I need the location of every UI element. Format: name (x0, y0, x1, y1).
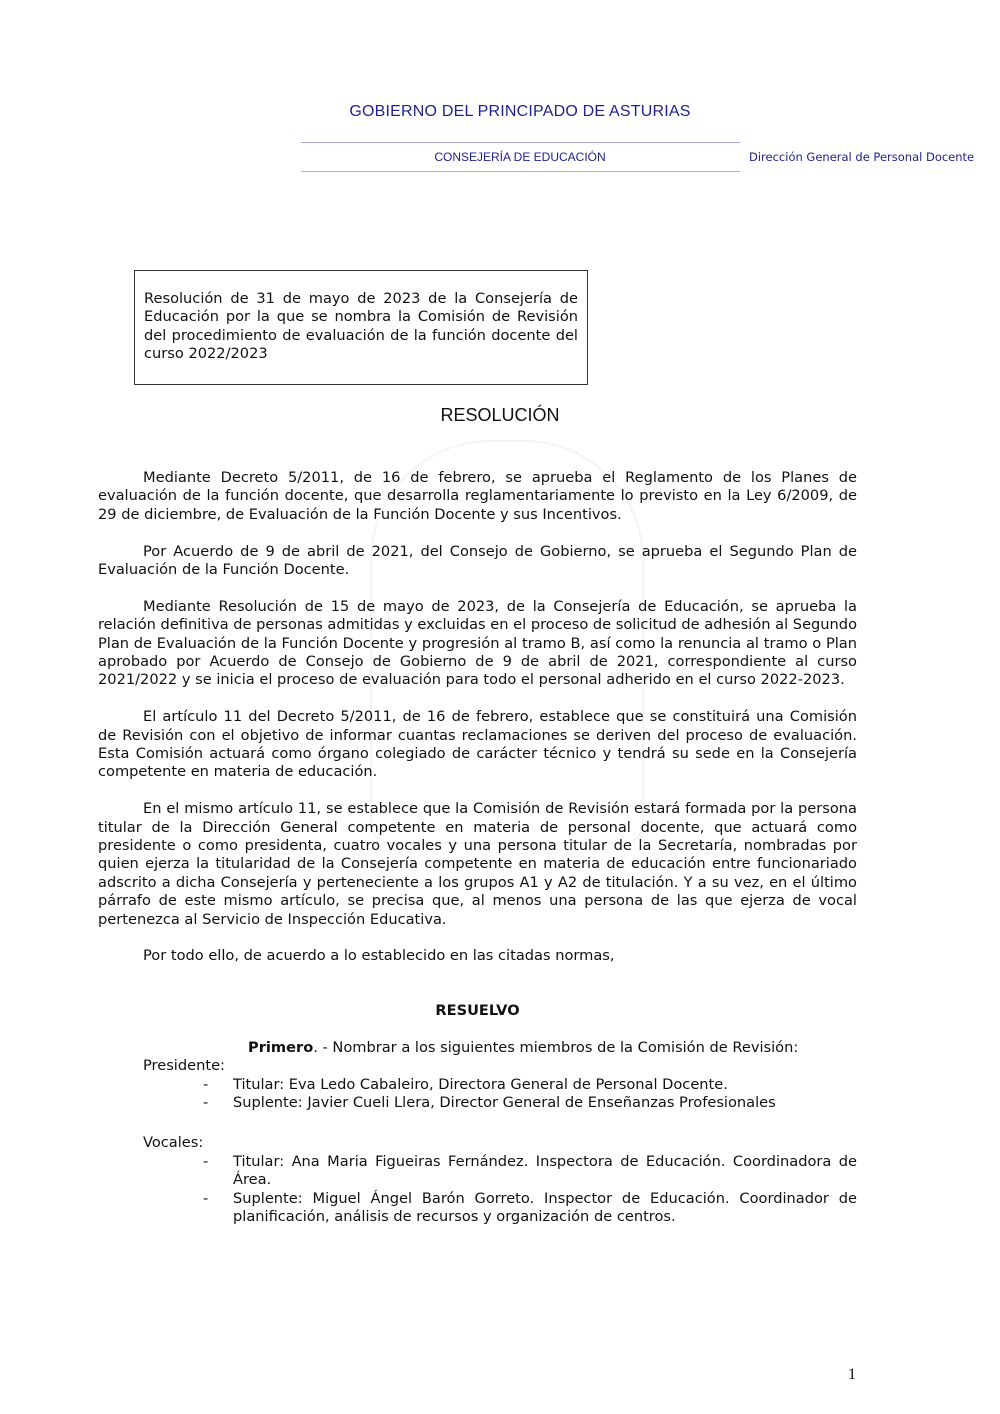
page-number: 1 (848, 1366, 856, 1383)
summary-box: Resolución de 31 de mayo de 2023 de la Consejería de Educación por la que se nombra la Comisión de Revisión del procedimiento de evaluación de la función docente del curso 2022/2023 (134, 270, 588, 385)
list-item: - Suplente: Javier Cueli Llera, Director General de Enseñanzas Profesionales (233, 1094, 857, 1112)
vocales-label: Vocales: (143, 1134, 204, 1152)
paragraph: Mediante Resolución de 15 de mayo de 2023, de la Consejería de Educación, se aprueba la relación definitiva de personas admitidas y excluidas en el proceso de solicitud de adhesión al Segundo Plan de Evaluación de la Función Docente y progresión al tramo B, así como la renuncia al tramo o Plan aprobado por Acuerdo de Consejo de Gobierno de 9 de abril de 2021, correspondiente al curso 2021/2022 y se inicia el proceso de evaluación para todo el personal adherido en el curso 2022-2023. (98, 597, 857, 689)
vocales-list (98, 1153, 857, 1227)
document-body (98, 469, 857, 1226)
presidente-list (98, 1076, 857, 1113)
government-header: GOBIERNO DEL PRINCIPADO DE ASTURIAS (349, 103, 691, 120)
paragraph: Por Acuerdo de 9 de abril de 2021, del Consejo de Gobierno, se aprueba el Segundo Plan de Evaluación de la Función Docente. (98, 542, 857, 579)
directorate-header: Dirección General de Personal Docente (749, 150, 975, 164)
department-header: CONSEJERÍA DE EDUCACIÓN (434, 150, 606, 164)
paragraph: En el mismo artículo 11, se establece que la Comisión de Revisión estará formada por la persona titular de la Dirección General competente en materia de personal docente, que actuará como presidente o como presidenta, cuatro vocales y una persona titular de la Secretaría, nombradas por quien ejerza la titularidad de la Consejería competente en materia de educación entre funcionariado adscrito a dicha Consejería y perteneciente a los grupos A1 y A2 de titulación. Y a su vez, en el último párrafo de este mismo artículo, se precisa que, al menos una persona de las que ejerza de vocal pertenezca al Servicio de Inspección Educativa. (98, 800, 857, 928)
divider (301, 171, 740, 172)
primero-text: . - Nombrar a los siguientes miembros de la Comisión de Revisión: (313, 1038, 799, 1056)
list-item: - Titular: Eva Ledo Cabaleiro, Directora General de Personal Docente. (233, 1076, 857, 1094)
primero-label: Primero (248, 1038, 314, 1056)
resuelvo-heading: RESUELVO (435, 1001, 520, 1019)
document-title: RESOLUCIÓN (440, 405, 560, 425)
divider (301, 142, 740, 143)
list-item: - Titular: Ana Maria Figueiras Fernández. Inspectora de Educación. Coordinadora de Área. (233, 1153, 857, 1190)
paragraph: Mediante Decreto 5/2011, de 16 de febrero, se aprueba el Reglamento de los Planes de evaluación de la función docente, que desarrolla reglamentariamente lo previsto en la Ley 6/2009, de 29 de diciembre, de Evaluación de la Función Docente y sus Incentivos. (98, 469, 857, 523)
paragraph: Por todo ello, de acuerdo a lo establecido en las citadas normas, (143, 947, 615, 965)
primero-line (98, 1039, 857, 1057)
paragraph: El artículo 11 del Decreto 5/2011, de 16 de febrero, establece que se constituirá una Comisión de Revisión con el objetivo de informar cuantas reclamaciones se deriven del proceso de evaluación. Esta Comisión actuará como órgano colegiado de carácter técnico y tendrá su sede en la Consejería competente en materia de educación. (98, 708, 857, 781)
list-item: - Suplente: Miguel Ángel Barón Gorreto. Inspector de Educación. Coordinador de planificación, análisis de recursos y organización de centros. (233, 1190, 857, 1227)
presidente-label: Presidente: (143, 1057, 225, 1075)
